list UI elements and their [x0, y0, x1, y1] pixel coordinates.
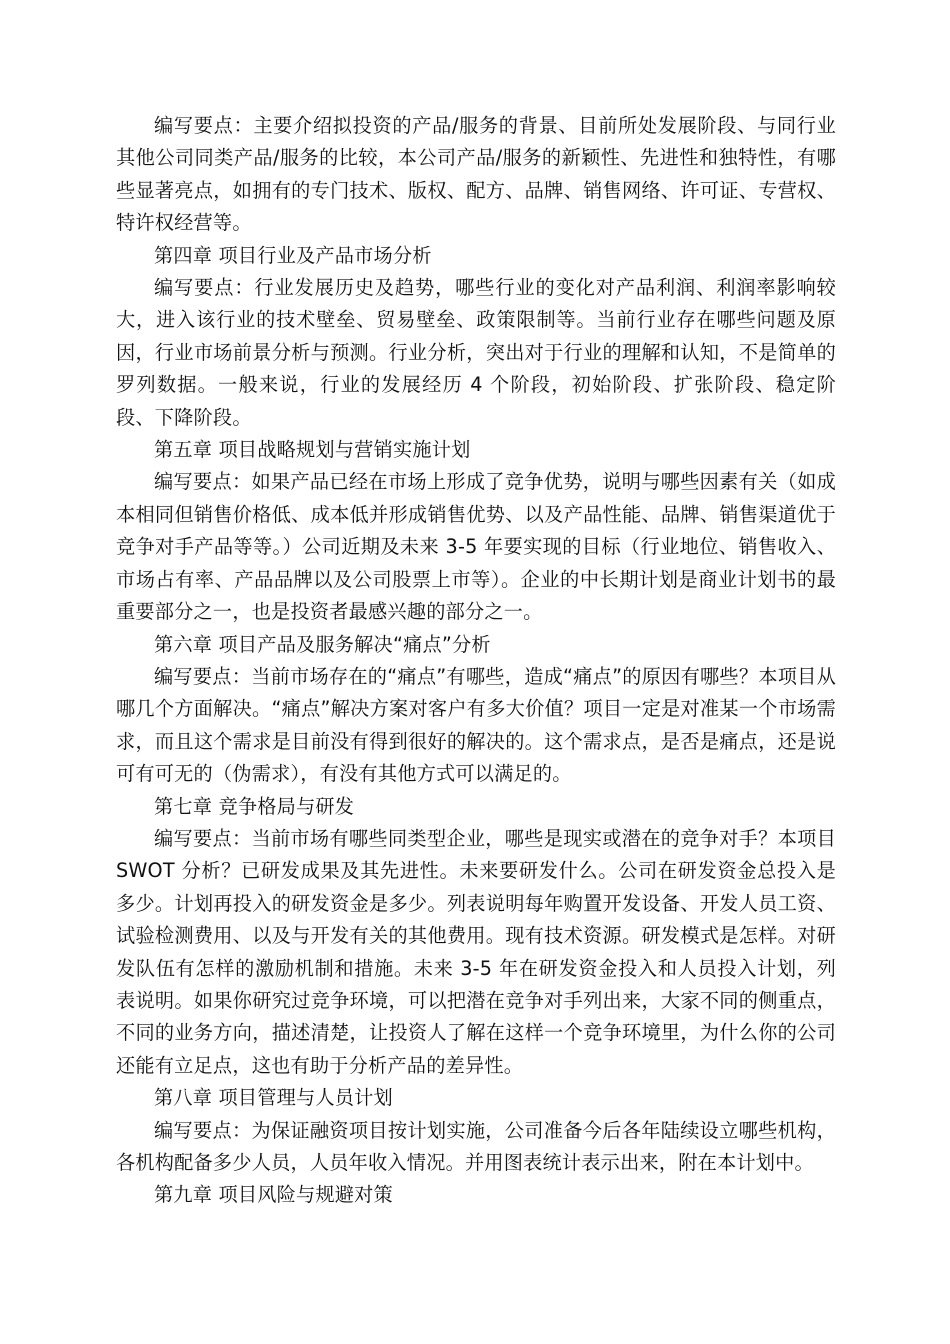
- paragraph-pain-points: 编写要点：当前市场存在的“痛点”有哪些，造成“痛点”的原因有哪些？本项目从哪几个方面解决。“痛点”解决方案对客户有多大价值？项目一定是对准某一个市场需求，而且这个需求是目前没有得到很好的解决的。这个需求点，是否是痛点，还是说可有可无的（伪需求），有没有其他方式可以满足的。: [116, 664, 836, 786]
- chapter-9-heading: 第九章 项目风险与规避对策: [154, 1183, 393, 1207]
- document-page: [116, 110, 836, 1212]
- paragraph-strategy-marketing: 编写要点：如果产品已经在市场上形成了竞争优势，说明与哪些因素有关（如成本相同但销售价格低、成本低并形成销售优势、以及产品性能、品牌、销售渠道优于竞争对手产品等等。）公司近期及未来 3-5 年要实现的目标（行业地位、销售收入、市场占有率、产品品牌以及公司股票上市等）。企业的中长期计划是商业计划书的最重要部分之一，也是投资者最感兴趣的部分之一。: [116, 470, 836, 624]
- chapter-7-heading: 第七章 竞争格局与研发: [154, 794, 355, 818]
- paragraph-management-staffing: 编写要点：为保证融资项目按计划实施，公司准备今后各年陆续设立哪些机构，各机构配备多少人员，人员年收入情况。并用图表统计表示出来，附在本计划中。: [116, 1118, 836, 1174]
- chapter-4-heading: 第四章 项目行业及产品市场分析: [154, 243, 432, 267]
- chapter-6-heading: 第六章 项目产品及服务解决“痛点”分析: [154, 632, 491, 656]
- chapter-8-heading: 第八章 项目管理与人员计划: [154, 1086, 393, 1110]
- chapter-5-heading: 第五章 项目战略规划与营销实施计划: [154, 438, 471, 462]
- paragraph-product-overview: 编写要点：主要介绍拟投资的产品/服务的背景、目前所处发展阶段、与同行业其他公司同类产品/服务的比较，本公司产品/服务的新颖性、先进性和独特性，有哪些显著亮点，如拥有的专门技术、版权、配方、品牌、销售网络、许可证、专营权、特许权经营等。: [116, 114, 836, 235]
- paragraph-competition-rd: 编写要点：当前市场有哪些同类型企业，哪些是现实或潜在的竞争对手？本项目 SWOT 分析？已研发成果及其先进性。未来要研发什么。公司在研发资金总投入是多少。计划再投入的研发资金是多少。列表说明每年购置开发设备、开发人员工资、试验检测费用、以及与开发有关的其他费用。现有技术资源。研发模式是怎样。对研发队伍有怎样的激励机制和措施。未来 3-5 年在研发资金投入和人员投入计划，列表说明。如果你研究过竞争环境，可以把潜在竞争对手列出来，大家不同的侧重点，不同的业务方向，描述清楚，让投资人了解在这样一个竞争环境里，为什么你的公司还能有立足点，这也有助于分析产品的差异性。: [116, 826, 836, 1077]
- paragraph-industry-analysis: 编写要点：行业发展历史及趋势，哪些行业的变化对产品利润、利润率影响较大，进入该行业的技术壁垒、贸易壁垒、政策限制等。当前行业存在哪些问题及原因，行业市场前景分析与预测。行业分析，突出对于行业的理解和认知，不是简单的罗列数据。一般来说，行业的发展经历 4 个阶段，初始阶段、扩张阶段、稳定阶段、下降阶段。: [116, 276, 836, 429]
